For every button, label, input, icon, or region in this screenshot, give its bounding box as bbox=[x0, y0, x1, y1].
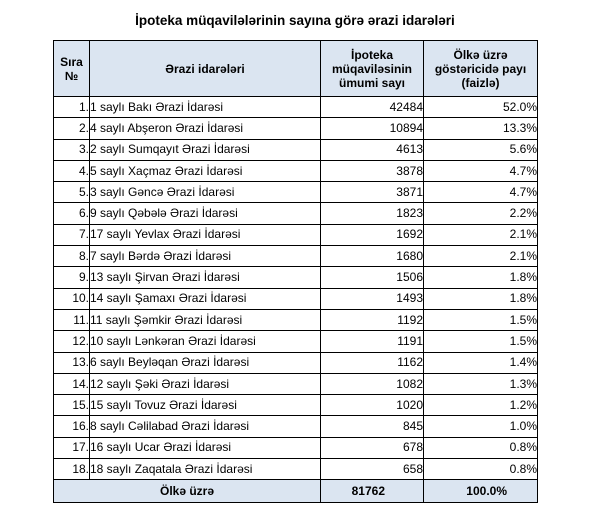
share-percent-cell: 1.0% bbox=[424, 416, 538, 437]
contract-count-cell: 658 bbox=[321, 459, 424, 480]
office-name-cell: 18 saylı Zaqatala Ərazi İdarəsi bbox=[90, 459, 321, 480]
total-row bbox=[54, 480, 538, 503]
contract-count-cell: 1823 bbox=[321, 203, 424, 224]
table-row bbox=[54, 182, 538, 203]
share-percent-cell: 2.1% bbox=[424, 224, 538, 245]
table-row bbox=[54, 203, 538, 224]
row-number-cell: 18. bbox=[54, 459, 90, 480]
header-count-line2: müqaviləsinin bbox=[331, 61, 413, 76]
mortgage-contracts-table bbox=[53, 40, 538, 503]
table-row bbox=[54, 288, 538, 309]
share-percent-cell: 2.2% bbox=[424, 203, 538, 224]
share-percent-cell: 0.8% bbox=[424, 459, 538, 480]
office-name-cell: 4 saylı Abşeron Ərazi İdarəsi bbox=[90, 118, 321, 139]
contract-count-cell: 678 bbox=[321, 437, 424, 458]
table-row bbox=[54, 139, 538, 160]
contract-count-cell: 1506 bbox=[321, 267, 424, 288]
office-name-cell: 7 saylı Bərdə Ərazi İdarəsi bbox=[90, 246, 321, 267]
header-office bbox=[90, 41, 321, 97]
share-percent-cell: 1.8% bbox=[424, 288, 538, 309]
share-percent-cell: 52.0% bbox=[424, 97, 538, 118]
table-row bbox=[54, 97, 538, 118]
table-row bbox=[54, 395, 538, 416]
row-number-cell: 13. bbox=[54, 352, 90, 373]
share-percent-cell: 1.5% bbox=[424, 331, 538, 352]
contract-count-cell: 1082 bbox=[321, 373, 424, 394]
table-row bbox=[54, 437, 538, 458]
table-row bbox=[54, 459, 538, 480]
share-percent-cell: 1.2% bbox=[424, 395, 538, 416]
header-share bbox=[424, 41, 538, 97]
header-count-line1: İpoteka bbox=[350, 47, 393, 62]
row-number-cell: 17. bbox=[54, 437, 90, 458]
row-number-cell: 1. bbox=[54, 97, 90, 118]
contract-count-cell: 1162 bbox=[321, 352, 424, 373]
row-number-cell: 6. bbox=[54, 203, 90, 224]
share-percent-cell: 0.8% bbox=[424, 437, 538, 458]
office-name-cell: 9 saylı Qəbələ Ərazi İdarəsi bbox=[90, 203, 321, 224]
office-name-cell: 2 saylı Sumqayıt Ərazi İdarəsi bbox=[90, 139, 321, 160]
row-number-cell: 5. bbox=[54, 182, 90, 203]
table-row bbox=[54, 118, 538, 139]
share-percent-cell: 2.1% bbox=[424, 246, 538, 267]
header-number-line1: Sıra bbox=[60, 54, 83, 69]
header-count-line3: ümumi sayı bbox=[338, 75, 406, 90]
document-title: İpoteka müqavilələrinin sayına görə ərazi idarələri bbox=[135, 13, 455, 28]
total-label: Ölkə üzrə bbox=[54, 480, 321, 503]
contract-count-cell: 1192 bbox=[321, 309, 424, 330]
share-percent-cell: 4.7% bbox=[424, 160, 538, 181]
table-row bbox=[54, 246, 538, 267]
contract-count-cell: 4613 bbox=[321, 139, 424, 160]
row-number-cell: 16. bbox=[54, 416, 90, 437]
contract-count-cell: 3878 bbox=[321, 160, 424, 181]
office-name-cell: 8 saylı Cəlilabad Ərazi İdarəsi bbox=[90, 416, 321, 437]
header-share-line2: göstəricidə payı bbox=[434, 61, 527, 76]
row-number-cell: 4. bbox=[54, 160, 90, 181]
office-name-cell: 17 saylı Yevlax Ərazi İdarəsi bbox=[90, 224, 321, 245]
row-number-cell: 8. bbox=[54, 246, 90, 267]
share-percent-cell: 5.6% bbox=[424, 139, 538, 160]
table-row bbox=[54, 224, 538, 245]
share-percent-cell: 1.4% bbox=[424, 352, 538, 373]
office-name-cell: 11 saylı Şəmkir Ərazi İdarəsi bbox=[90, 309, 321, 330]
total-share: 100.0% bbox=[424, 480, 538, 503]
table-row bbox=[54, 309, 538, 330]
share-percent-cell: 4.7% bbox=[424, 182, 538, 203]
office-name-cell: 14 saylı Şamaxı Ərazi İdarəsi bbox=[90, 288, 321, 309]
share-percent-cell: 1.3% bbox=[424, 373, 538, 394]
contract-count-cell: 1020 bbox=[321, 395, 424, 416]
row-number-cell: 2. bbox=[54, 118, 90, 139]
header-number-line2: № bbox=[64, 68, 79, 83]
share-percent-cell: 1.5% bbox=[424, 309, 538, 330]
total-count: 81762 bbox=[321, 480, 424, 503]
header-number bbox=[54, 41, 90, 97]
row-number-cell: 9. bbox=[54, 267, 90, 288]
header-office-label: Ərazi idarələri bbox=[165, 61, 245, 76]
table-body bbox=[54, 97, 538, 480]
contract-count-cell: 1680 bbox=[321, 246, 424, 267]
row-number-cell: 12. bbox=[54, 331, 90, 352]
contract-count-cell: 845 bbox=[321, 416, 424, 437]
row-number-cell: 15. bbox=[54, 395, 90, 416]
table-row bbox=[54, 373, 538, 394]
row-number-cell: 10. bbox=[54, 288, 90, 309]
table-row bbox=[54, 352, 538, 373]
share-percent-cell: 1.8% bbox=[424, 267, 538, 288]
office-name-cell: 16 saylı Ucar Ərazi İdarəsi bbox=[90, 437, 321, 458]
table-row bbox=[54, 416, 538, 437]
header-row bbox=[54, 41, 538, 97]
office-name-cell: 10 saylı Lənkəran Ərazi İdarəsi bbox=[90, 331, 321, 352]
row-number-cell: 7. bbox=[54, 224, 90, 245]
header-share-line1: Ölkə üzrə bbox=[453, 47, 508, 62]
row-number-cell: 11. bbox=[54, 309, 90, 330]
contract-count-cell: 1493 bbox=[321, 288, 424, 309]
contract-count-cell: 3871 bbox=[321, 182, 424, 203]
table-row bbox=[54, 160, 538, 181]
office-name-cell: 6 saylı Beyləqan Ərazi İdarəsi bbox=[90, 352, 321, 373]
office-name-cell: 5 saylı Xaçmaz Ərazi İdarəsi bbox=[90, 160, 321, 181]
contract-count-cell: 1191 bbox=[321, 331, 424, 352]
contract-count-cell: 10894 bbox=[321, 118, 424, 139]
table-row bbox=[54, 331, 538, 352]
row-number-cell: 3. bbox=[54, 139, 90, 160]
contract-count-cell: 1692 bbox=[321, 224, 424, 245]
office-name-cell: 15 saylı Tovuz Ərazi İdarəsi bbox=[90, 395, 321, 416]
table-row bbox=[54, 267, 538, 288]
contract-count-cell: 42484 bbox=[321, 97, 424, 118]
office-name-cell: 1 saylı Bakı Ərazi İdarəsi bbox=[90, 97, 321, 118]
office-name-cell: 3 saylı Gəncə Ərazi İdarəsi bbox=[90, 182, 321, 203]
office-name-cell: 12 saylı Şəki Ərazi İdarəsi bbox=[90, 373, 321, 394]
share-percent-cell: 13.3% bbox=[424, 118, 538, 139]
row-number-cell: 14. bbox=[54, 373, 90, 394]
office-name-cell: 13 saylı Şirvan Ərazi İdarəsi bbox=[90, 267, 321, 288]
header-count bbox=[321, 41, 424, 97]
header-share-line3: (faizlə) bbox=[461, 75, 500, 90]
